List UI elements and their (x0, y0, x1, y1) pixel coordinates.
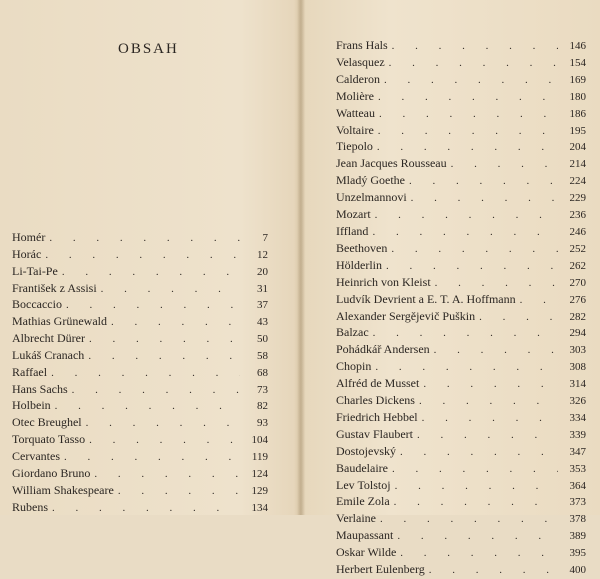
toc-entry (12, 432, 268, 449)
dot-leader (378, 90, 558, 106)
toc-entry-page: 37 (257, 299, 268, 312)
dot-leader (409, 174, 558, 190)
toc-entry (12, 382, 268, 399)
toc-entry-page: 93 (257, 417, 268, 430)
toc-entry (336, 309, 586, 326)
toc-entry-page: 195 (569, 124, 586, 137)
toc-entry-name: Jean Jacques Rousseau (336, 156, 447, 171)
toc-entry (336, 545, 586, 562)
toc-entry-name: Emile Zola (336, 494, 390, 509)
dot-leader (64, 450, 240, 466)
dot-leader (451, 157, 558, 173)
toc-entry (336, 258, 586, 275)
toc-entry (336, 190, 586, 207)
toc-left-column (12, 230, 268, 516)
toc-entry (336, 359, 586, 376)
toc-entry-page: 104 (251, 434, 268, 447)
dot-leader (423, 377, 558, 393)
toc-entry-page: 214 (569, 158, 586, 171)
toc-entry-page: 364 (569, 479, 586, 492)
toc-entry-page: 294 (569, 327, 586, 340)
toc-entry (336, 494, 586, 511)
toc-entry (12, 230, 268, 247)
dot-leader (373, 326, 558, 342)
toc-entry-name: Tiepolo (336, 139, 373, 154)
toc-entry-page: 12 (257, 248, 268, 261)
toc-entry-page: 50 (257, 333, 268, 346)
dot-leader (86, 416, 240, 432)
dot-leader (520, 293, 558, 309)
dot-leader (377, 140, 558, 156)
toc-entry (12, 415, 268, 432)
toc-entry (336, 123, 586, 140)
toc-entry-name: Homér (12, 230, 46, 244)
toc-entry-name: Watteau (336, 105, 376, 120)
toc-entry-name: Mathias Grünewald (12, 314, 107, 329)
toc-entry (336, 478, 586, 495)
toc-entry-page: 308 (569, 361, 586, 374)
toc-entry-page: 229 (569, 192, 586, 205)
dot-leader (49, 231, 240, 247)
dot-leader (51, 366, 240, 382)
dot-leader (66, 298, 240, 314)
toc-entry-page: 400 (569, 564, 586, 577)
toc-entry-page: 334 (569, 411, 586, 424)
dot-leader (417, 428, 558, 444)
dot-leader (384, 73, 558, 89)
toc-entry-name: Raffael (12, 364, 48, 379)
toc-entry-name: Voltaire (336, 122, 374, 137)
toc-entry-name: Velasquez (336, 54, 385, 69)
toc-entry-page: 303 (569, 344, 586, 357)
dot-leader (394, 495, 558, 511)
toc-entry (12, 398, 268, 415)
dot-leader (419, 394, 558, 410)
dot-leader (395, 479, 558, 495)
toc-entry (12, 500, 268, 517)
toc-entry-name: Pohádkář Andersen (336, 342, 430, 357)
toc-entry (12, 314, 268, 331)
toc-entry (12, 247, 268, 264)
toc-entry-page: 373 (569, 496, 586, 509)
toc-entry-page: 236 (569, 209, 586, 222)
toc-entry (336, 72, 586, 89)
toc-entry-page: 20 (257, 265, 268, 278)
toc-entry (336, 139, 586, 156)
toc-entry-name: Charles Dickens (336, 393, 415, 408)
toc-entry-page: 270 (569, 276, 586, 289)
dot-leader (72, 383, 240, 399)
toc-entry (336, 173, 586, 190)
toc-entry (12, 281, 268, 298)
dot-leader (94, 467, 240, 483)
toc-entry-page: 224 (569, 175, 586, 188)
dot-leader (62, 265, 240, 281)
toc-entry (336, 89, 586, 106)
toc-entry-name: Chopin (336, 359, 372, 374)
toc-entry-page: 31 (257, 282, 268, 295)
dot-leader (429, 563, 558, 579)
toc-entry (336, 207, 586, 224)
toc-entry-name: William Shakespeare (12, 482, 114, 497)
toc-entry (336, 241, 586, 258)
toc-entry (336, 292, 586, 309)
toc-entry-name: Giordano Bruno (12, 465, 91, 480)
toc-entry-page: 389 (569, 530, 586, 543)
toc-entry-name: Rubens (12, 499, 48, 514)
toc-entry-page: 353 (569, 462, 586, 475)
toc-entry (336, 528, 586, 545)
toc-entry (336, 511, 586, 528)
toc-entry (336, 376, 586, 393)
toc-entry-page: 154 (569, 56, 586, 69)
dot-leader (400, 546, 558, 562)
toc-entry-name: Calderon (336, 71, 380, 86)
dot-leader (392, 462, 558, 478)
toc-entry-page: 180 (569, 90, 586, 103)
dot-leader (400, 445, 558, 461)
toc-entry-name: František z Assisi (12, 280, 97, 295)
dot-leader (372, 225, 558, 241)
toc-entry-page: 68 (257, 366, 268, 379)
toc-entry-name: Ludvík Devrient a E. T. A. Hoffmann (336, 291, 516, 306)
dot-leader (118, 484, 240, 500)
toc-entry-page: 146 (569, 40, 586, 52)
toc-entry-name: Torquato Tasso (12, 432, 86, 447)
toc-entry (336, 461, 586, 478)
toc-entry-name: Dostojevský (336, 443, 396, 458)
dot-leader (411, 191, 558, 207)
dot-leader (378, 124, 558, 140)
toc-entry (12, 331, 268, 348)
toc-entry-name: Frans Hals (336, 38, 388, 52)
dot-leader (101, 282, 240, 298)
toc-entry-name: Alexander Sergějevič Puškin (336, 308, 476, 323)
toc-entry-name: Herbert Eulenberg (336, 562, 425, 577)
toc-entry-name: Hölderlin (336, 257, 382, 272)
toc-entry-page: 395 (569, 547, 586, 560)
toc-entry-name: Molière (336, 88, 374, 103)
toc-entry-page: 7 (262, 232, 268, 244)
dot-leader (386, 259, 558, 275)
toc-entry-name: Otec Breughel (12, 415, 82, 430)
dot-leader (397, 529, 558, 545)
toc-entry-page: 314 (569, 378, 586, 391)
toc-entry (336, 55, 586, 72)
dot-leader (89, 332, 240, 348)
toc-entry-name: Li-Tai-Pe (12, 263, 58, 278)
toc-entry (12, 297, 268, 314)
toc-entry-page: 282 (569, 310, 586, 323)
toc-entry (336, 393, 586, 410)
dot-leader (391, 242, 558, 258)
toc-entry-name: Lukáš Cranach (12, 347, 85, 362)
dot-leader (479, 310, 558, 326)
toc-entry-page: 58 (257, 349, 268, 362)
toc-entry (336, 325, 586, 342)
dot-leader (392, 39, 558, 55)
toc-entry-page: 252 (569, 242, 586, 255)
dot-leader (45, 248, 240, 264)
toc-entry-page: 276 (569, 293, 586, 306)
toc-entry (12, 449, 268, 466)
toc-right-column (336, 38, 586, 579)
toc-entry-name: Alfréd de Musset (336, 376, 420, 391)
toc-entry (336, 106, 586, 123)
toc-entry-name: Friedrich Hebbel (336, 409, 418, 424)
toc-entry (336, 156, 586, 173)
toc-entry-page: 339 (569, 428, 586, 441)
dot-leader (389, 56, 558, 72)
toc-entry (336, 342, 586, 359)
toc-entry-name: Gustav Flaubert (336, 426, 413, 441)
toc-entry (336, 38, 586, 55)
toc-entry-page: 378 (569, 513, 586, 526)
toc-entry-page: 124 (251, 467, 268, 480)
toc-entry (336, 444, 586, 461)
toc-entry-name: Unzelmannovi (336, 190, 407, 205)
toc-entry-name: Verlaine (336, 511, 376, 526)
toc-entry-name: Lev Tolstoj (336, 477, 391, 492)
dot-leader (55, 399, 240, 415)
toc-entry (12, 466, 268, 483)
toc-entry-name: Beethoven (336, 240, 388, 255)
dot-leader (434, 343, 558, 359)
toc-entry-page: 246 (569, 225, 586, 238)
toc-entry (12, 365, 268, 382)
dot-leader (89, 433, 240, 449)
toc-entry-page: 169 (569, 73, 586, 86)
toc-entry-page: 204 (569, 141, 586, 154)
toc-entry-name: Horác (12, 246, 42, 261)
dot-leader (111, 315, 240, 331)
toc-entry (336, 275, 586, 292)
toc-entry-page: 326 (569, 395, 586, 408)
toc-entry-page: 129 (251, 484, 268, 497)
toc-entry-name: Oskar Wilde (336, 545, 397, 560)
page-title: OBSAH (118, 41, 179, 57)
toc-entry-name: Maupassant (336, 528, 394, 543)
toc-entry (336, 410, 586, 427)
toc-entry-page: 119 (251, 450, 268, 463)
toc-entry-name: Iffland (336, 223, 369, 238)
toc-entry-page: 262 (569, 259, 586, 272)
toc-entry (12, 264, 268, 281)
toc-entry (12, 483, 268, 500)
dot-leader (375, 208, 558, 224)
dot-leader (375, 360, 558, 376)
toc-entry-name: Cervantes (12, 448, 60, 463)
toc-entry-page: 82 (257, 400, 268, 413)
toc-entry-name: Mladý Goethe (336, 173, 405, 188)
toc-entry-page: 43 (257, 316, 268, 329)
toc-entry (336, 427, 586, 444)
toc-entry-page: 347 (569, 445, 586, 458)
dot-leader (422, 411, 558, 427)
toc-entry-name: Albrecht Dürer (12, 331, 85, 346)
dot-leader (52, 501, 240, 517)
toc-entry (12, 348, 268, 365)
book-gutter (297, 0, 305, 515)
toc-entry-name: Balzac (336, 325, 369, 340)
toc-entry (336, 224, 586, 241)
dot-leader (88, 349, 240, 365)
toc-entry-name: Baudelaire (336, 460, 388, 475)
toc-entry-name: Hans Sachs (12, 381, 68, 396)
toc-entry-page: 73 (257, 383, 268, 396)
toc-entry-name: Mozart (336, 207, 371, 222)
dot-leader (435, 276, 558, 292)
toc-entry-name: Heinrich von Kleist (336, 274, 431, 289)
toc-entry-name: Boccaccio (12, 297, 62, 312)
toc-entry-page: 186 (569, 107, 586, 120)
toc-entry-page: 134 (251, 501, 268, 514)
toc-entry-name: Holbein (12, 398, 51, 413)
dot-leader (379, 107, 558, 123)
toc-entry (336, 562, 586, 579)
